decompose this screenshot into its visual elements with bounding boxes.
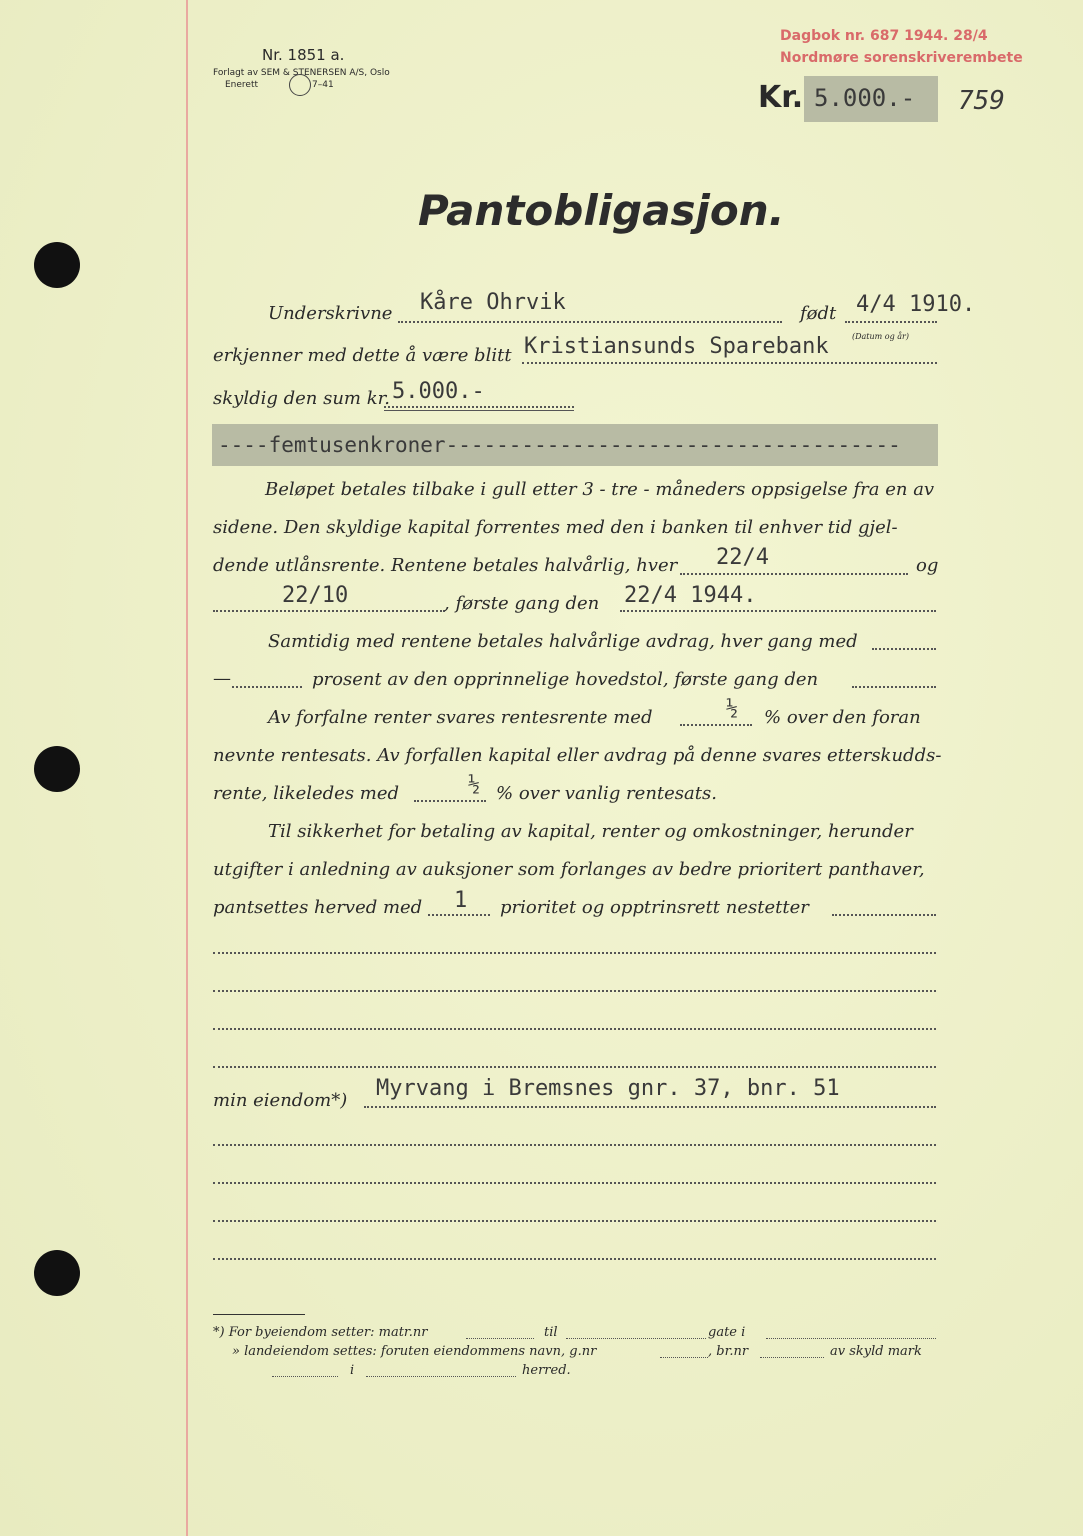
creditor-name: Kristiansunds Sparebank: [524, 334, 829, 359]
dotted-line: [213, 1258, 936, 1260]
punch-hole: [34, 1250, 80, 1296]
dotted-line: [213, 610, 445, 612]
dotted-line: [272, 1376, 338, 1377]
amount-value: 5.000.-: [814, 84, 916, 112]
acknowledge-label: erkjenner med dette å være blitt: [213, 345, 512, 366]
priority-number: 1: [454, 888, 468, 913]
dotted-line: [384, 406, 574, 408]
form-number: Nr. 1851 a.: [262, 46, 345, 64]
paragraph-text: prosent av den opprinnelige hovedstol, første gang den: [312, 669, 819, 690]
dotted-line: [766, 1338, 936, 1339]
footnote-text: *) For byeiendom setter: matr.nr: [213, 1325, 428, 1340]
document-title: Pantobligasjon.: [418, 186, 785, 235]
dotted-line: [213, 1220, 936, 1222]
paragraph-text: sidene. Den skyldige kapital forrentes med den i banken til enhver tid gjel-: [213, 517, 898, 538]
page-number: 759: [958, 86, 1005, 116]
paragraph-text: dende utlånsrente. Rentene betales halvårlig, hver: [213, 555, 678, 576]
journal-stamp: Dagbok nr. 687 1944. 28/4: [780, 28, 988, 44]
paragraph-text: —: [213, 668, 231, 689]
dotted-line: [845, 321, 937, 323]
punch-hole: [34, 242, 80, 288]
amount-in-words: ----femtusenkroner------------------------------------: [218, 433, 901, 457]
margin-line: [186, 0, 188, 1536]
dotted-line: [213, 1144, 936, 1146]
court-stamp: Nordmøre sorenskriverembete: [780, 50, 1023, 66]
publisher-date: 7–41: [312, 80, 334, 90]
default-rate-2: ½: [468, 772, 481, 796]
property-label: min eiendom*): [213, 1090, 348, 1111]
interest-date-1: 22/4: [716, 545, 769, 570]
dotted-line: [213, 952, 936, 954]
dotted-line: [232, 686, 302, 688]
dotted-line: [366, 1376, 516, 1377]
paragraph-text: rente, likeledes med: [213, 783, 400, 804]
owe-label: skyldig den sum kr.: [213, 388, 390, 409]
footnote-text: » landeiendom settes: foruten eiendommens navn, g.nr: [232, 1344, 597, 1359]
dotted-line: [466, 1338, 534, 1339]
dotted-line: [832, 914, 936, 916]
paragraph-text: pantsettes herved med: [213, 897, 423, 918]
dotted-line: [566, 1338, 706, 1339]
dotted-line: [872, 648, 936, 650]
dotted-line: [364, 1106, 936, 1108]
debtor-name: Kåre Ohrvik: [420, 290, 566, 315]
paragraph-text: og: [916, 555, 939, 576]
born-label: født: [800, 303, 837, 324]
publisher-seal: [289, 74, 311, 96]
date-hint: (Datum og år): [852, 332, 909, 341]
paragraph-text: Samtidig med rentene betales halvårlige avdrag, hver gang med: [268, 631, 858, 652]
amount-label: Kr.: [758, 80, 804, 115]
default-rate-1: ½: [726, 696, 739, 720]
footnote-text: gate i: [708, 1325, 746, 1340]
paragraph-text: Av forfalne renter svares rentesrente med: [268, 707, 653, 728]
dotted-line: [760, 1357, 824, 1358]
punch-hole: [34, 746, 80, 792]
footnote-text: til: [544, 1325, 558, 1340]
paragraph-text: % over den foran: [764, 707, 921, 728]
footnote-text: herred.: [522, 1363, 571, 1378]
paragraph-text: nevnte rentesats. Av forfallen kapital eller avdrag på denne svares etterskudds-: [213, 745, 942, 766]
paragraph-text: Til sikkerhet for betaling av kapital, renter og omkostninger, herunder: [268, 821, 913, 842]
dotted-line: [680, 573, 908, 575]
paragraph-text: utgifter i anledning av auksjoner som forlanges av bedre prioritert panthaver,: [213, 859, 925, 880]
footnote-text: av skyld mark: [830, 1344, 922, 1359]
dotted-line: [660, 1357, 708, 1358]
footnote-text: , br.nr: [708, 1344, 749, 1359]
birth-date: 4/4 1910.: [856, 292, 976, 317]
dotted-line: [680, 724, 752, 726]
dotted-line: [213, 990, 936, 992]
paragraph-text: % over vanlig rentesats.: [496, 783, 717, 804]
property-value: Myrvang i Bremsnes gnr. 37, bnr. 51: [376, 1076, 840, 1101]
dotted-line: [398, 321, 782, 323]
dotted-line: [852, 686, 936, 688]
interest-date-2: 22/10: [282, 583, 349, 608]
undersigned-label: Underskrivne: [268, 303, 393, 324]
dotted-line: [213, 1182, 936, 1184]
first-payment-date: 22/4 1944.: [624, 583, 757, 608]
dotted-line: [414, 800, 486, 802]
dotted-line: [522, 362, 937, 364]
dotted-line: [428, 914, 490, 916]
dotted-line: [620, 610, 936, 612]
publisher-line: Forlagt av SEM & STENERSEN A/S, Oslo: [213, 68, 390, 78]
underline: [384, 410, 574, 411]
owe-amount: 5.000.-: [392, 379, 485, 404]
footnote-text: i: [350, 1363, 355, 1378]
paragraph-text: , første gang den: [444, 593, 600, 614]
dotted-line: [213, 1066, 936, 1068]
footnote-rule: [213, 1314, 305, 1315]
paragraph-text: prioritet og opptrinsrett nestetter: [500, 897, 809, 918]
paragraph-text: Beløpet betales tilbake i gull etter 3 - tre - måneders oppsigelse fra en av: [265, 479, 935, 500]
dotted-line: [213, 1028, 936, 1030]
publisher-rights: Enerett: [225, 80, 259, 90]
